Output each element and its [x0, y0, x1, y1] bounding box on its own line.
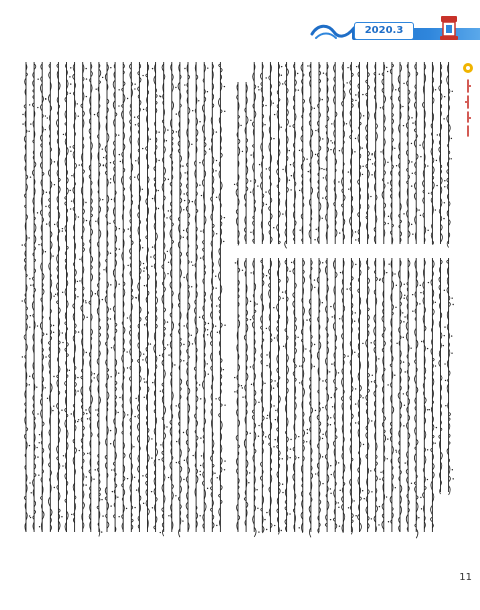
script-column: [257, 62, 267, 244]
script-column: [346, 62, 356, 244]
script-column: [22, 62, 32, 532]
script-column: [346, 258, 356, 534]
script-column: [142, 62, 153, 532]
script-column: [378, 258, 388, 532]
script-column: [53, 62, 64, 532]
script-column: [370, 258, 380, 532]
script-column: [158, 62, 169, 536]
script-column: [199, 62, 209, 532]
script-column: [355, 258, 365, 532]
script-column: [355, 62, 365, 244]
script-column: [411, 62, 422, 244]
script-column: [314, 62, 324, 244]
script-column: [419, 62, 428, 244]
script-column: [428, 62, 438, 245]
script-column: [299, 62, 308, 244]
script-column: [29, 62, 40, 532]
script-column: [102, 62, 113, 532]
script-column: [428, 258, 437, 532]
script-column: [192, 62, 201, 532]
script-column: [282, 62, 291, 248]
script-column: [242, 258, 252, 532]
script-column: [379, 62, 389, 244]
script-column: [420, 258, 429, 532]
script-column: [322, 258, 332, 532]
script-column: [307, 62, 316, 244]
page-number: 11: [459, 572, 472, 583]
script-column: [176, 62, 186, 537]
script-column: [265, 258, 276, 532]
script-column: [371, 62, 377, 244]
script-column: [258, 258, 267, 533]
script-column: [322, 62, 332, 244]
script-column: [273, 62, 283, 244]
script-column: [150, 62, 160, 532]
script-column: [183, 62, 194, 532]
script-column: [77, 62, 88, 532]
script-column: [314, 258, 324, 533]
script-column: [134, 62, 145, 532]
script-column: [437, 62, 446, 244]
script-column: [306, 258, 316, 537]
script-column: [396, 258, 406, 532]
script-column: [395, 62, 404, 244]
script-column: [444, 258, 454, 495]
script-column: [45, 62, 55, 532]
script-column: [338, 258, 349, 533]
script-column: [282, 258, 292, 532]
section-title-strip: [464, 78, 472, 138]
script-column: [61, 62, 71, 532]
script-column: [234, 258, 243, 532]
script-column: [299, 258, 309, 533]
script-column: [443, 62, 453, 247]
script-column: [234, 82, 243, 245]
script-column: [387, 258, 397, 532]
script-column: [289, 62, 299, 244]
section-marker-icon: [462, 62, 474, 74]
script-column: [273, 258, 284, 534]
vertical-script-text-body: [20, 62, 460, 562]
script-column: [118, 62, 128, 532]
issue-label: 2020.3: [354, 22, 414, 40]
script-column: [69, 62, 80, 532]
script-column: [362, 258, 373, 532]
script-column: [244, 82, 251, 244]
script-column: [362, 62, 373, 244]
script-column: [411, 258, 422, 538]
script-column: [250, 258, 260, 537]
script-column: [37, 62, 48, 532]
script-column: [126, 62, 136, 532]
script-column: [265, 62, 274, 244]
page-header: [0, 0, 480, 62]
script-column: [166, 62, 177, 532]
script-column: [331, 62, 340, 244]
ornament-emblem-icon: [438, 14, 460, 42]
script-column: [387, 62, 396, 244]
script-column: [439, 258, 445, 494]
script-column: [330, 258, 340, 532]
script-column: [403, 62, 414, 244]
script-column: [85, 62, 96, 532]
magazine-logo-icon: [310, 20, 356, 42]
script-column: [289, 258, 299, 532]
script-column: [250, 62, 259, 244]
script-column: [207, 62, 218, 532]
script-column: [338, 62, 347, 244]
script-column: [403, 258, 412, 532]
script-column: [110, 62, 120, 532]
